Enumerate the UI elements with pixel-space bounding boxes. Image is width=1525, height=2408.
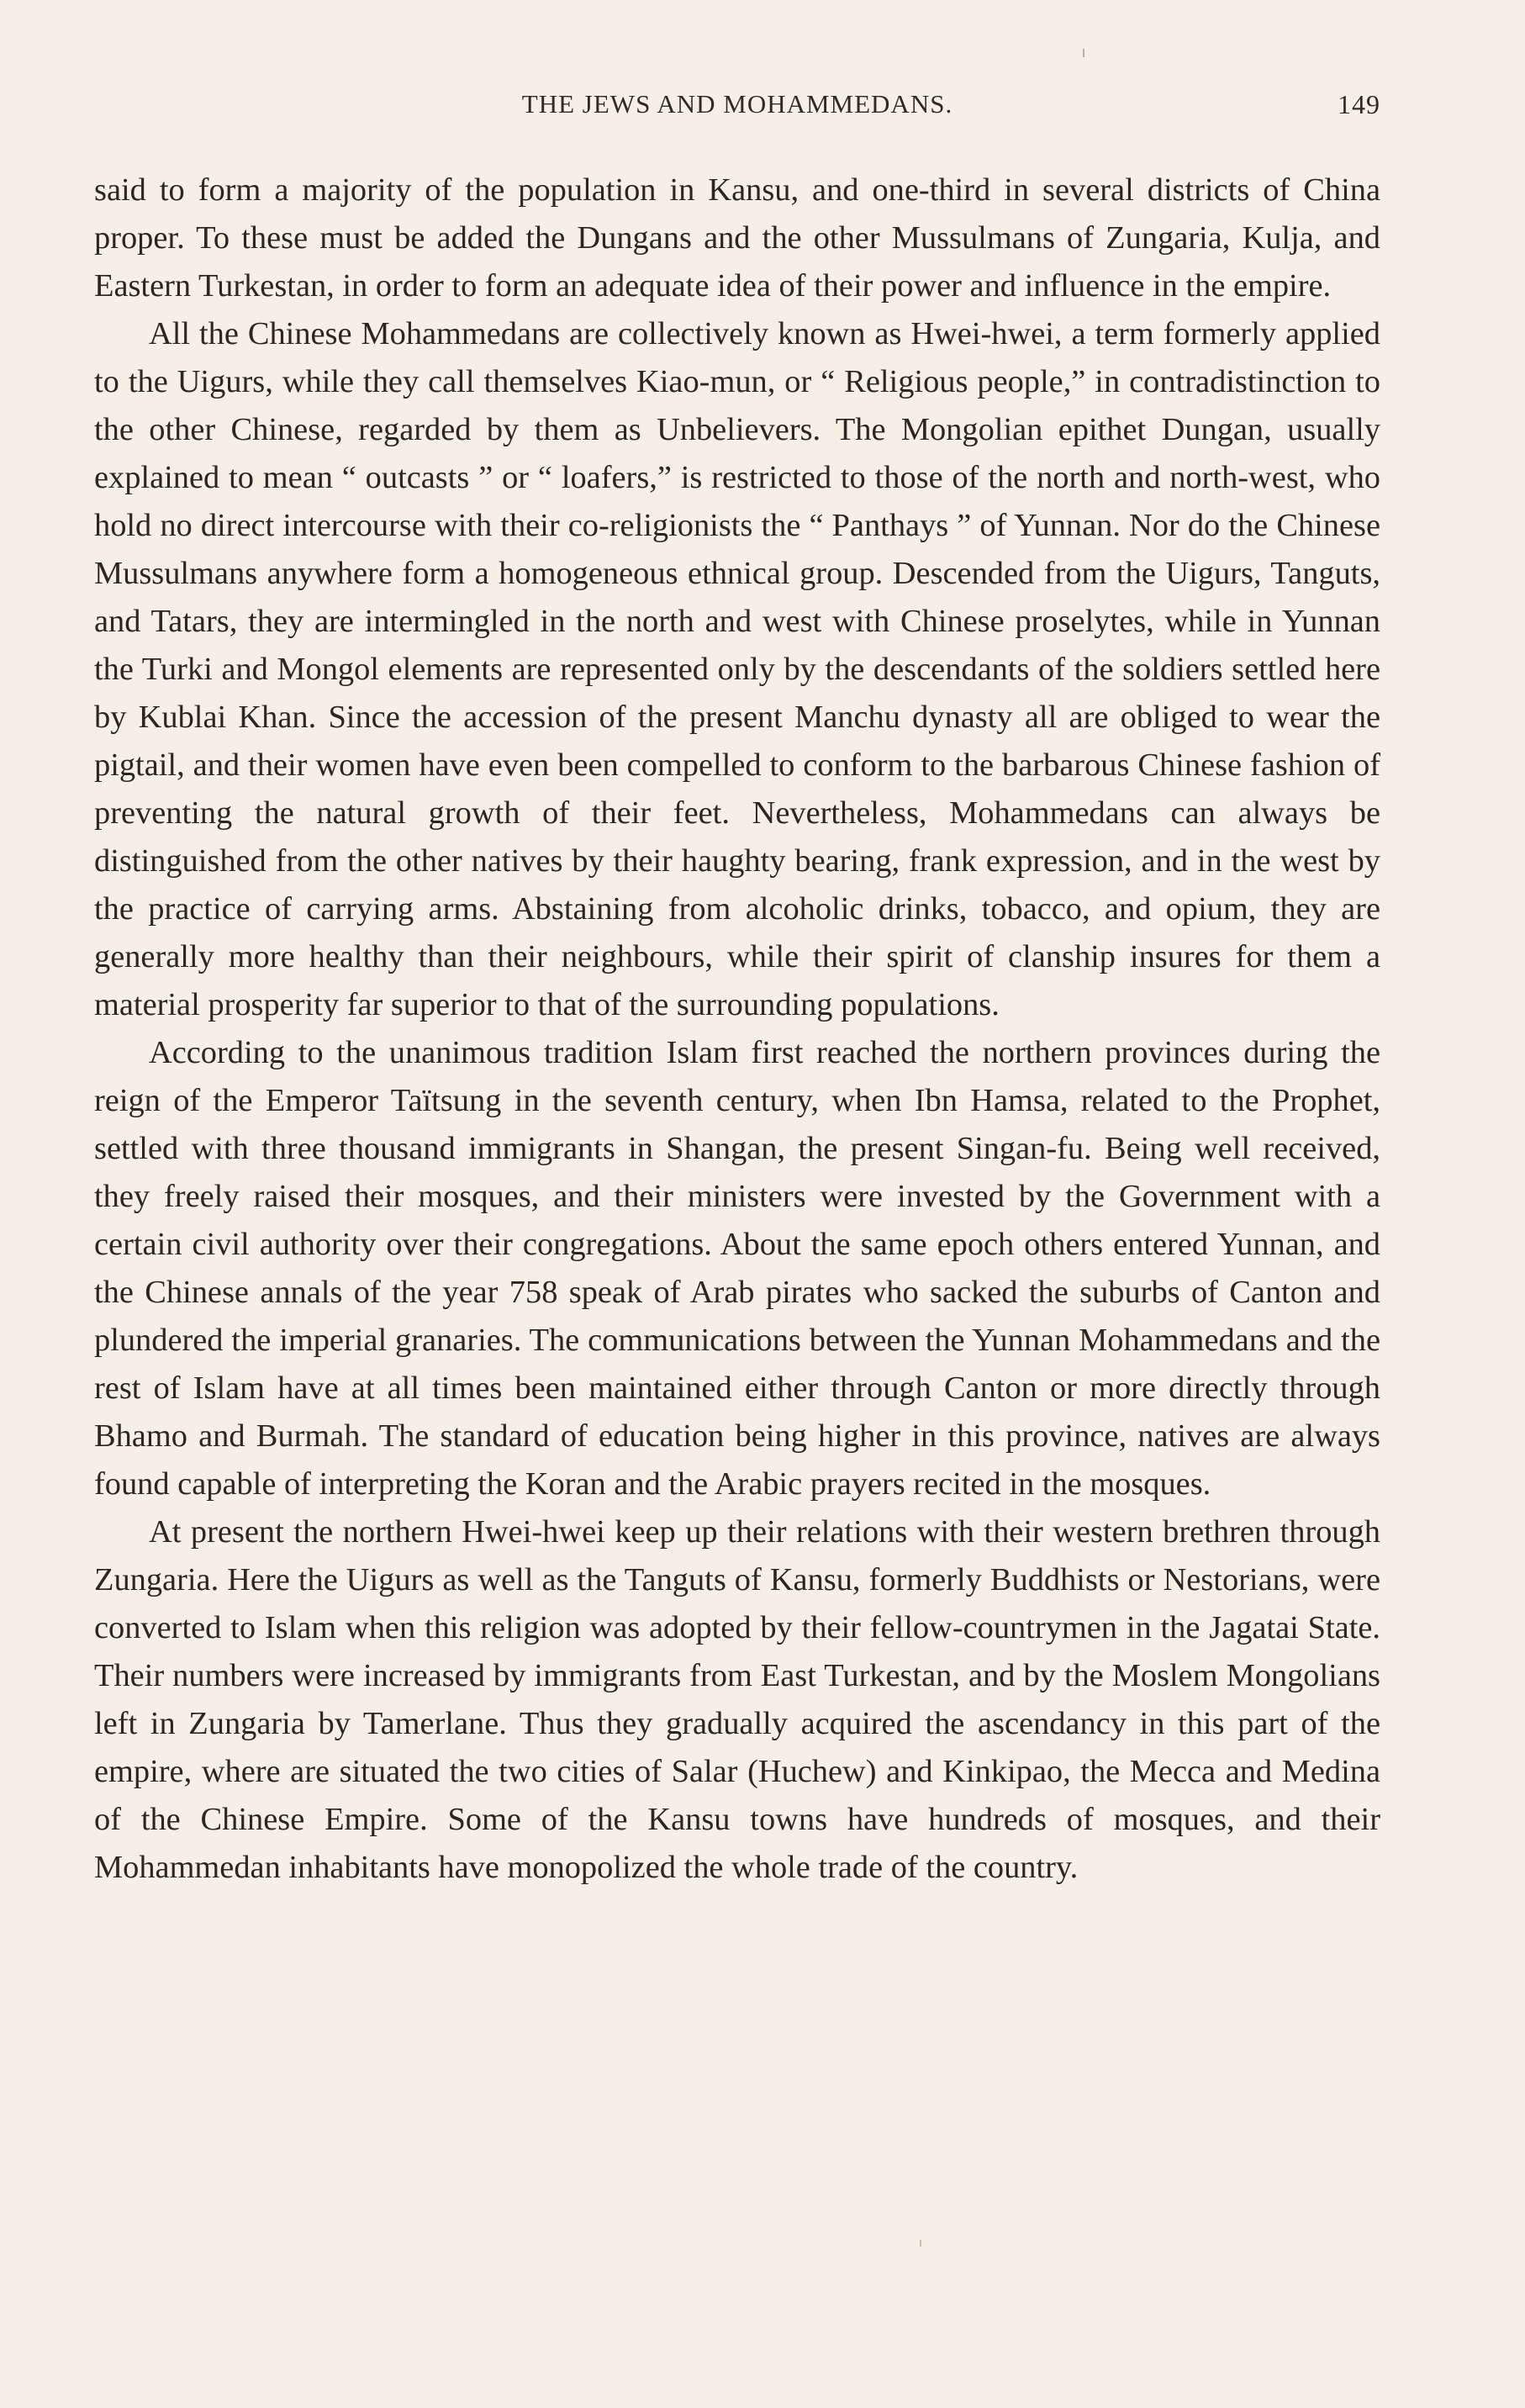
page-number: 149 <box>1338 89 1380 119</box>
body-text <box>94 166 1380 1892</box>
book-page <box>94 84 1380 2371</box>
paragraph: said to form a majority of the population in Kansu, and one-third in several districts of China proper. To these must be added the Dungans and the other Mussulmans of Zungaria, Kulja, and Eastern Turkestan, in order to form an adequate idea of their power and influence in the empire. <box>94 172 1380 304</box>
paragraph: At present the northern Hwei-hwei keep up their relations with their western brethren through Zungaria. Here the Uigurs as well as the Tanguts of Kansu, formerly Buddhists or Nestorians, were converted to Islam when this religion was adopted by their fellow-countrymen in the Jagatai State. Their numbers were increased by immigrants from East Turkestan, and by the Moslem Mongolians left in Zungaria by Tamerlane. Thus they gradually acquired the ascendancy in this part of the empire, where are situated the two cities of Salar (Huchew) and Kinkipao, the Mecca and Medina of the Chinese Empire. Some of the Kansu towns have hundreds of mosques, and their Mohammedan inhabitants have monopolized the whole trade of the country. <box>94 1514 1380 1885</box>
running-title: THE JEWS AND MOHAMMEDANS. <box>521 89 953 119</box>
running-head <box>94 84 1380 135</box>
paragraph: According to the unanimous tradition Islam first reached the northern provinces during the reign of the Emperor Taïtsung in the seventh century, when Ibn Hamsa, related to the Prophet, settled with three thousand immigrants in Shangan, the present Singan-fu. Being well received, they freely raised their mosques, and their ministers were invested by the Government with a certain civil authority over their congregations. About the same epoch others entered Yunnan, and the Chinese annals of the year 758 speak of Arab pirates who sacked the suburbs of Canton and plundered the imperial granaries. The communications between the Yunnan Mohammedans and the rest of Islam have at all times been maintained either through Canton or more directly through Bhamo and Burmah. The standard of education being higher in this province, natives are always found capable of interpreting the Koran and the Arabic prayers recited in the mosques. <box>94 1035 1380 1502</box>
paragraph: All the Chinese Mohammedans are collectively known as Hwei-hwei, a term formerly applied to the Uigurs, while they call themselves Kiao-mun, or “ Religious people,” in contradistinction to the other Chinese, regarded by them as Unbelievers. The Mongolian epithet Dungan, usually explained to mean “ outcasts ” or “ loafers,” is restricted to those of the north and north-west, who hold no direct intercourse with their co-religionists the “ Panthays ” of Yunnan. Nor do the Chinese Mussulmans anywhere form a homogeneous ethnical group. Descended from the Uigurs, Tanguts, and Tatars, they are intermingled in the north and west with Chinese proselytes, while in Yunnan the Turki and Mongol elements are represented only by the descendants of the soldiers settled here by Kublai Khan. Since the accession of the present Manchu dynasty all are obliged to wear the pigtail, and their women have even been compelled to conform to the barbarous Chinese fashion of preventing the natural growth of their feet. Nevertheless, Mohammedans can always be distinguished from the other natives by their haughty bearing, frank expression, and in the west by the practice of carrying arms. Abstaining from alcoholic drinks, tobacco, and opium, they are generally more healthy than their neighbours, while their spirit of clanship insures for them a material prosperity far superior to that of the surrounding populations. <box>94 316 1380 1022</box>
print-mark <box>1083 49 1084 57</box>
